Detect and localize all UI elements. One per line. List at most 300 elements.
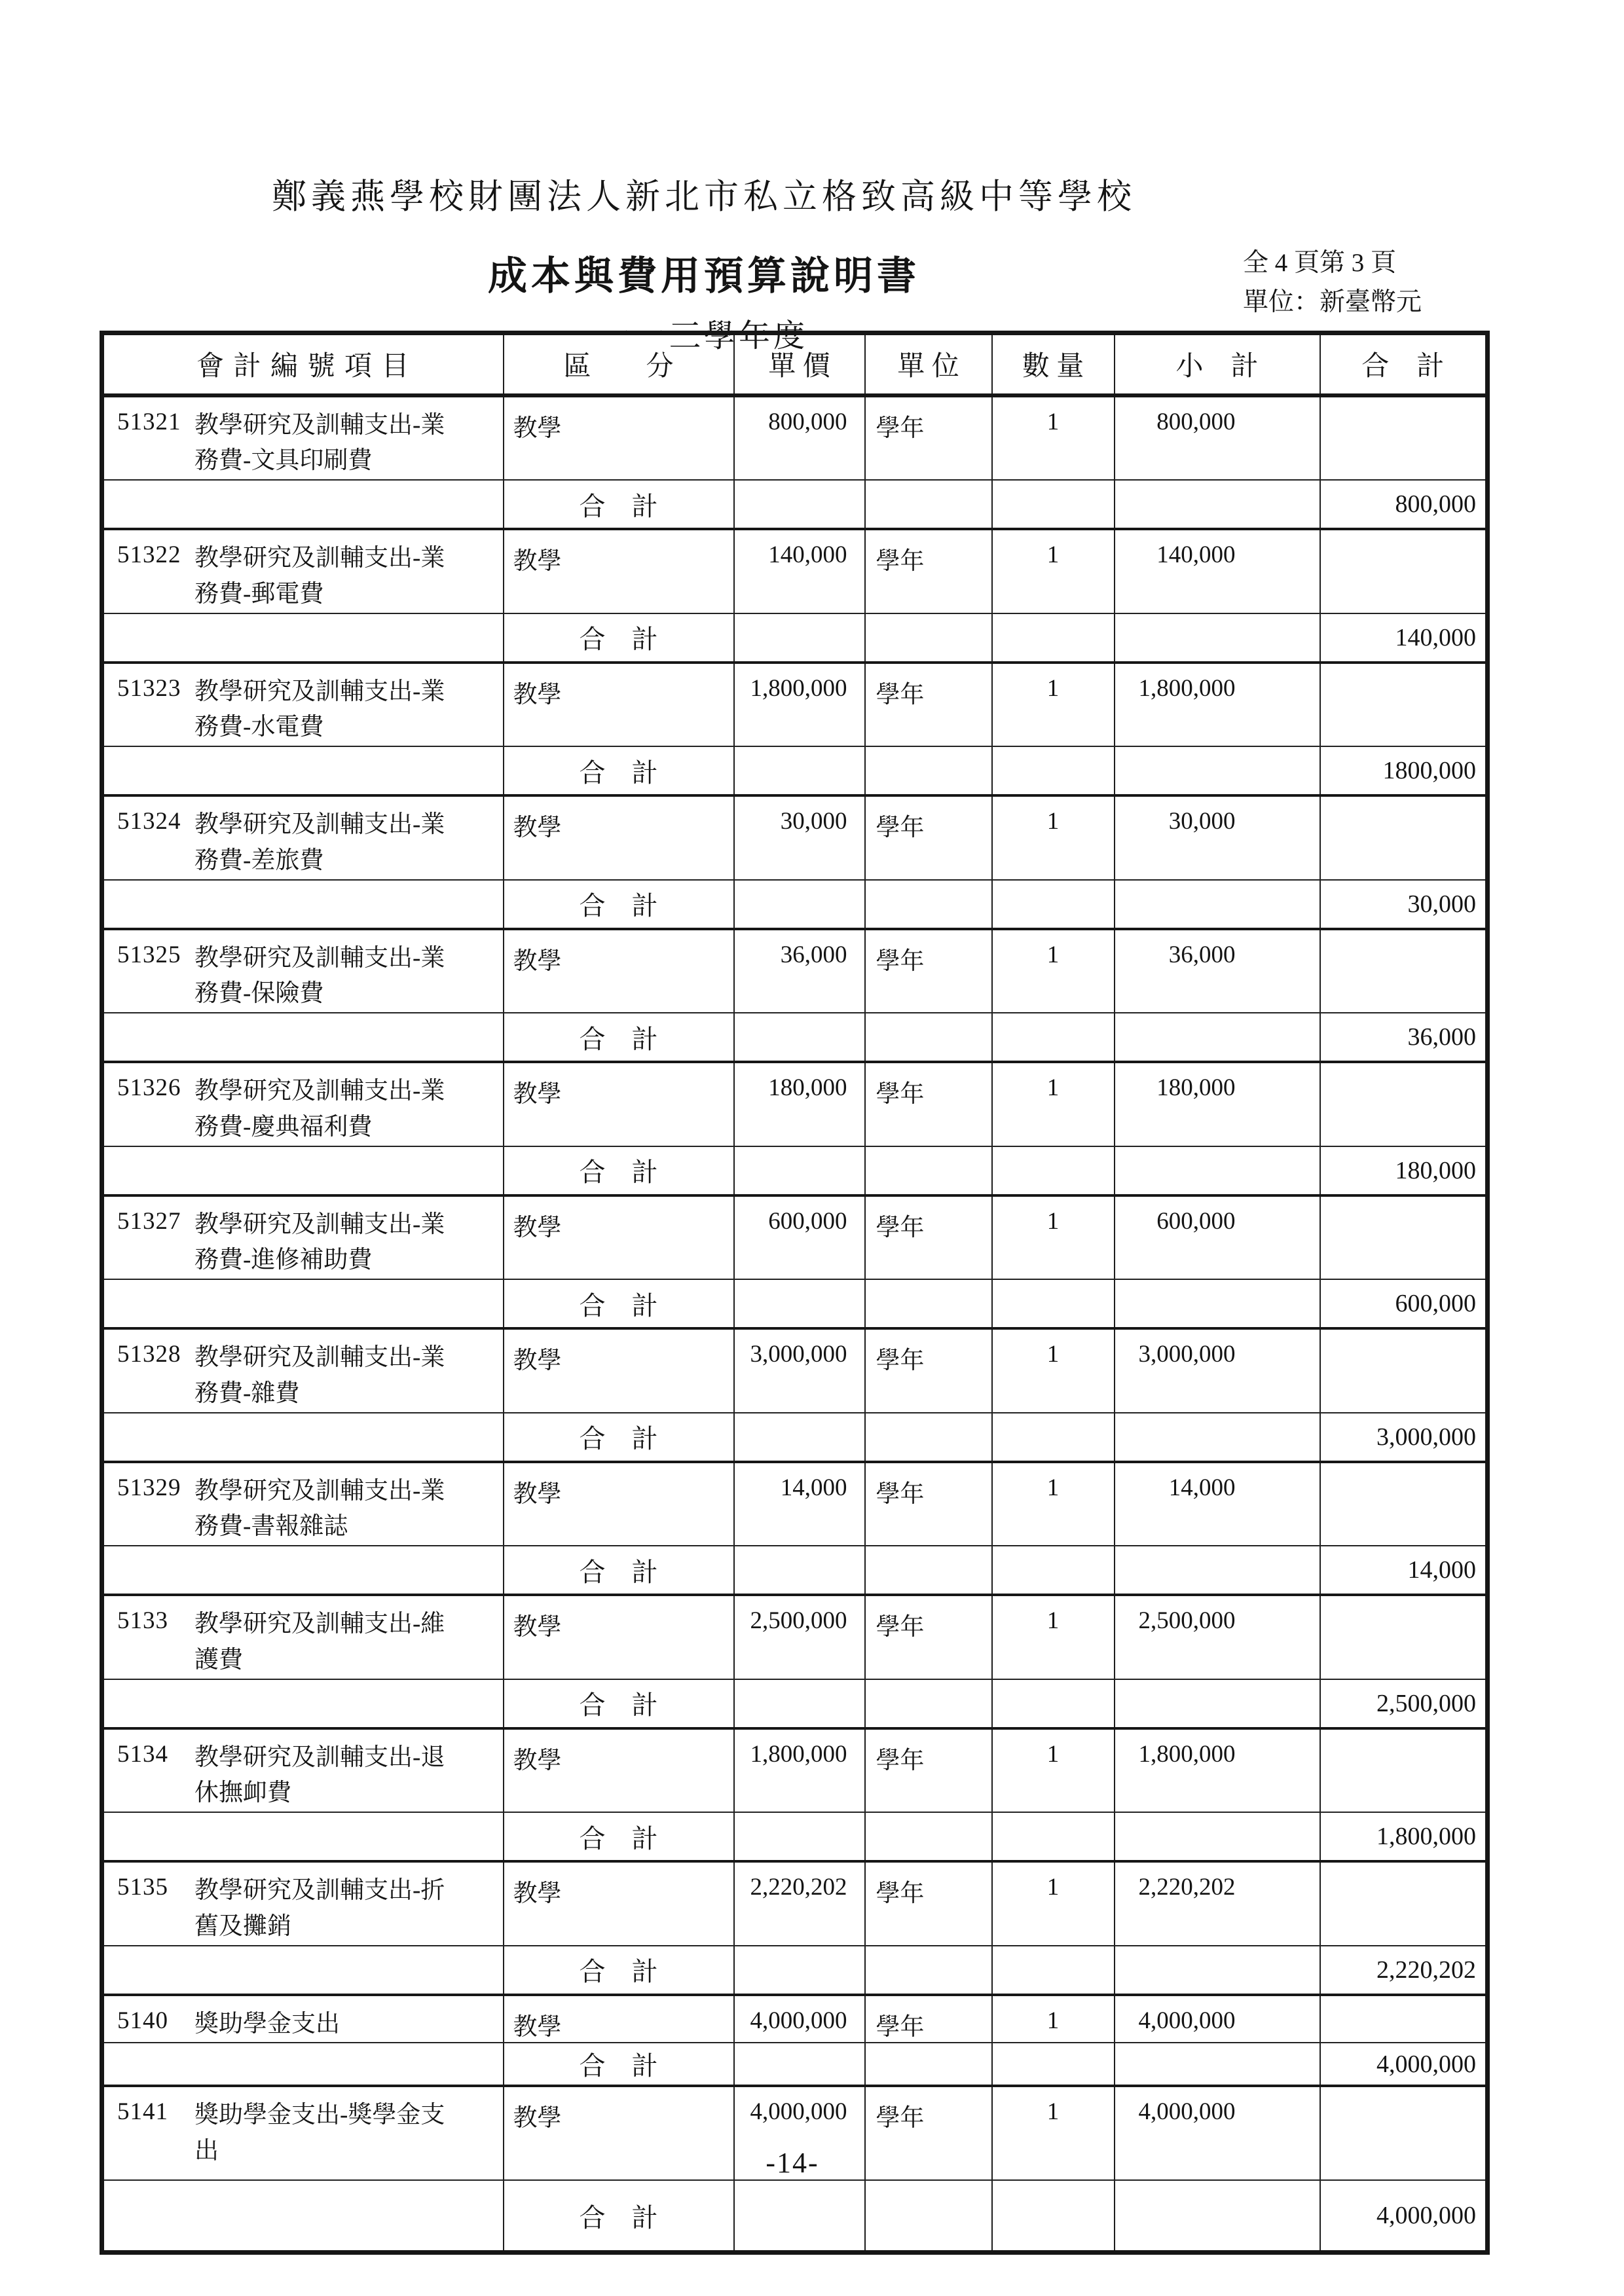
total-empty xyxy=(734,1279,865,1328)
account-description xyxy=(194,1074,499,1146)
total-empty xyxy=(992,1413,1115,1462)
unit-price-cell: 180,000 xyxy=(734,1062,865,1146)
category-cell: 教學 xyxy=(504,1195,734,1280)
total-cell-empty xyxy=(1320,1328,1488,1413)
item-row xyxy=(102,1328,1488,1413)
unit-cell: 學年 xyxy=(865,663,992,747)
total-label: 合 計 xyxy=(504,2043,734,2086)
account-description-line: 舊及攤銷 xyxy=(194,1912,291,1940)
total-empty xyxy=(734,2043,865,2086)
item-row xyxy=(102,929,1488,1013)
total-empty xyxy=(1115,2180,1320,2252)
quantity-cell: 1 xyxy=(992,2086,1115,2180)
account-code: 51327 xyxy=(117,1207,181,1235)
item-row xyxy=(102,1195,1488,1280)
page-number: -14- xyxy=(766,2147,819,2179)
total-cell-empty xyxy=(1320,1462,1488,1546)
total-empty xyxy=(865,2180,992,2252)
account-entry xyxy=(104,1330,503,1412)
total-empty xyxy=(992,880,1115,929)
total-empty-account xyxy=(102,2043,504,2086)
item-total-row xyxy=(102,1812,1488,1861)
category-cell: 教學 xyxy=(504,929,734,1013)
account-description xyxy=(194,2007,499,2043)
total-empty xyxy=(734,1146,865,1195)
item-row xyxy=(102,1728,1488,1813)
quantity-cell: 1 xyxy=(992,1861,1115,1946)
total-amount: 4,000,000 xyxy=(1320,2043,1488,2086)
unit-cell: 學年 xyxy=(865,395,992,481)
total-empty xyxy=(1115,613,1320,663)
total-empty xyxy=(865,1679,992,1728)
total-label: 合 計 xyxy=(504,1013,734,1062)
subtotal-cell: 30,000 xyxy=(1115,795,1320,880)
account-description xyxy=(194,1607,499,1679)
account-description xyxy=(194,1340,499,1412)
item-row xyxy=(102,1595,1488,1679)
item-total-row xyxy=(102,2180,1488,2252)
account-cell xyxy=(102,1195,504,1280)
total-empty xyxy=(1115,746,1320,795)
quantity-cell: 1 xyxy=(992,1062,1115,1146)
account-description-line: 獎助學金支出 xyxy=(194,2010,340,2037)
unit-cell: 學年 xyxy=(865,1595,992,1679)
total-empty xyxy=(992,1812,1115,1861)
total-amount: 30,000 xyxy=(1320,880,1488,929)
total-amount: 1800,000 xyxy=(1320,746,1488,795)
total-empty xyxy=(865,1146,992,1195)
total-empty-account xyxy=(102,613,504,663)
total-empty xyxy=(992,746,1115,795)
school-title: 鄭義燕學校財團法人新北市私立格致高級中等學校 xyxy=(272,178,1136,216)
item-total-row xyxy=(102,2043,1488,2086)
total-empty xyxy=(1115,1546,1320,1595)
unit-cell: 學年 xyxy=(865,795,992,880)
quantity-cell: 1 xyxy=(992,795,1115,880)
account-code: 51323 xyxy=(117,674,181,702)
unit-cell: 學年 xyxy=(865,929,992,1013)
total-empty xyxy=(1115,2043,1320,2086)
total-empty xyxy=(992,2043,1115,2086)
total-cell-empty xyxy=(1320,395,1488,481)
total-empty-account xyxy=(102,1946,504,1995)
account-description-line: 教學研究及訓輔支出-退 xyxy=(194,1743,445,1771)
unit-price-cell: 3,000,000 xyxy=(734,1328,865,1413)
account-description-line: 教學研究及訓輔支出-業 xyxy=(194,1477,445,1504)
total-amount: 14,000 xyxy=(1320,1546,1488,1595)
category-cell: 教學 xyxy=(504,795,734,880)
item-total-row xyxy=(102,480,1488,529)
item-total-row xyxy=(102,1679,1488,1728)
account-description-line: 教學研究及訓輔支出-業 xyxy=(194,1078,445,1104)
account-description-line: 教學研究及訓輔支出-業 xyxy=(194,811,445,838)
subtotal-cell: 180,000 xyxy=(1115,1062,1320,1146)
account-code: 5140 xyxy=(117,2007,168,2034)
currency-unit-info: 單位：新臺幣元 xyxy=(1243,288,1422,316)
total-empty xyxy=(865,1279,992,1328)
category-cell: 教學 xyxy=(504,1861,734,1946)
unit-price-cell: 600,000 xyxy=(734,1195,865,1280)
item-total-row xyxy=(102,613,1488,663)
total-empty xyxy=(992,1679,1115,1728)
subtotal-cell: 4,000,000 xyxy=(1115,1995,1320,2043)
category-cell: 教學 xyxy=(504,2086,734,2180)
total-amount: 800,000 xyxy=(1320,480,1488,529)
total-label: 合 計 xyxy=(504,480,734,529)
subtotal-cell: 600,000 xyxy=(1115,1195,1320,1280)
total-empty-account xyxy=(102,1812,504,1861)
total-empty xyxy=(734,1413,865,1462)
total-cell-empty xyxy=(1320,1728,1488,1813)
account-description-line: 務費-書報雜誌 xyxy=(194,1513,348,1540)
total-empty xyxy=(992,2180,1115,2252)
account-description xyxy=(194,408,499,480)
total-amount: 36,000 xyxy=(1320,1013,1488,1062)
account-code: 51324 xyxy=(117,808,181,835)
subtotal-cell: 36,000 xyxy=(1115,929,1320,1013)
total-empty xyxy=(992,1946,1115,1995)
category-cell: 教學 xyxy=(504,1728,734,1813)
total-amount: 600,000 xyxy=(1320,1279,1488,1328)
unit-cell: 學年 xyxy=(865,1328,992,1413)
account-cell xyxy=(102,1995,504,2043)
total-empty xyxy=(865,2043,992,2086)
account-description-line: 出 xyxy=(194,2138,219,2164)
subtotal-cell: 3,000,000 xyxy=(1115,1328,1320,1413)
total-label: 合 計 xyxy=(504,1946,734,1995)
account-entry xyxy=(104,1197,503,1279)
total-empty-account xyxy=(102,1679,504,1728)
total-label: 合 計 xyxy=(504,1546,734,1595)
account-description-line: 務費-保險費 xyxy=(194,980,324,1008)
quantity-cell: 1 xyxy=(992,529,1115,613)
account-code: 5133 xyxy=(117,1607,168,1634)
subtotal-cell: 140,000 xyxy=(1115,529,1320,613)
total-empty xyxy=(865,1812,992,1861)
total-empty xyxy=(1115,1946,1320,1995)
total-empty xyxy=(992,1546,1115,1595)
total-cell-empty xyxy=(1320,1995,1488,2043)
page-meta xyxy=(1243,244,1422,322)
account-code: 5141 xyxy=(117,2098,168,2126)
account-description-line: 務費-水電費 xyxy=(194,714,324,741)
total-empty xyxy=(1115,1013,1320,1062)
total-empty xyxy=(734,2180,865,2252)
account-description-line: 教學研究及訓輔支出-維 xyxy=(194,1611,445,1637)
total-amount: 2,500,000 xyxy=(1320,1679,1488,1728)
total-empty-account xyxy=(102,1413,504,1462)
subtotal-cell: 2,220,202 xyxy=(1115,1861,1320,1946)
account-description-line: 務費-差旅費 xyxy=(194,847,324,874)
category-cell: 教學 xyxy=(504,395,734,481)
item-total-row xyxy=(102,746,1488,795)
total-empty xyxy=(992,613,1115,663)
item-total-row xyxy=(102,880,1488,929)
total-empty xyxy=(865,1013,992,1062)
account-code: 5135 xyxy=(117,1874,168,1901)
account-cell xyxy=(102,1728,504,1813)
unit-cell: 學年 xyxy=(865,529,992,613)
item-total-row xyxy=(102,1013,1488,1062)
account-entry xyxy=(104,1730,503,1812)
account-entry xyxy=(104,1463,503,1546)
total-empty xyxy=(734,1812,865,1861)
account-description-line: 教學研究及訓輔支出-業 xyxy=(194,545,445,572)
quantity-cell: 1 xyxy=(992,1462,1115,1546)
unit-cell: 學年 xyxy=(865,1995,992,2043)
account-description xyxy=(194,1474,499,1546)
unit-price-cell: 4,000,000 xyxy=(734,2086,865,2180)
total-empty xyxy=(865,1946,992,1995)
account-code: 51328 xyxy=(117,1341,181,1368)
total-label: 合 計 xyxy=(504,746,734,795)
account-description-line: 教學研究及訓輔支出-折 xyxy=(194,1877,445,1904)
budget-table xyxy=(100,331,1490,2255)
subtotal-cell: 800,000 xyxy=(1115,395,1320,481)
total-label: 合 計 xyxy=(504,2180,734,2252)
account-description-line: 務費-郵電費 xyxy=(194,580,324,608)
account-description-line: 教學研究及訓輔支出-業 xyxy=(194,411,445,439)
account-code: 51326 xyxy=(117,1074,181,1101)
total-amount: 3,000,000 xyxy=(1320,1413,1488,1462)
header-total: 合 計 xyxy=(1320,333,1488,395)
account-cell xyxy=(102,1328,504,1413)
academic-year: 一一三學年度 xyxy=(599,319,808,354)
item-total-row xyxy=(102,1546,1488,1595)
total-empty xyxy=(865,880,992,929)
subtotal-cell: 4,000,000 xyxy=(1115,2086,1320,2180)
total-empty xyxy=(734,1546,865,1595)
total-empty-account xyxy=(102,1013,504,1062)
unit-price-cell: 800,000 xyxy=(734,395,865,481)
unit-price-cell: 2,500,000 xyxy=(734,1595,865,1679)
account-code: 51321 xyxy=(117,408,181,435)
total-empty xyxy=(992,1013,1115,1062)
account-description xyxy=(194,1207,499,1279)
account-cell xyxy=(102,1595,504,1679)
account-description-line: 護費 xyxy=(194,1646,243,1673)
total-empty-account xyxy=(102,2180,504,2252)
account-cell xyxy=(102,1861,504,1946)
account-code: 51329 xyxy=(117,1474,181,1501)
total-empty-account xyxy=(102,880,504,929)
account-description-line: 休撫卹費 xyxy=(194,1779,291,1807)
total-empty xyxy=(734,1946,865,1995)
total-amount: 1,800,000 xyxy=(1320,1812,1488,1861)
item-row xyxy=(102,529,1488,613)
unit-price-cell: 1,800,000 xyxy=(734,663,865,747)
account-cell xyxy=(102,795,504,880)
page-count-info: 全 4 頁第 3 頁 xyxy=(1243,249,1397,277)
account-description xyxy=(194,941,499,1013)
account-entry xyxy=(104,1063,503,1146)
total-empty xyxy=(1115,880,1320,929)
total-empty xyxy=(992,480,1115,529)
quantity-cell: 1 xyxy=(992,1195,1115,1280)
total-label: 合 計 xyxy=(504,880,734,929)
unit-price-cell: 1,800,000 xyxy=(734,1728,865,1813)
header-unit: 單 位 xyxy=(865,333,992,395)
header-category: 區 分 xyxy=(504,333,734,395)
total-cell-empty xyxy=(1320,1595,1488,1679)
item-row xyxy=(102,395,1488,481)
account-cell xyxy=(102,395,504,481)
category-cell: 教學 xyxy=(504,1328,734,1413)
total-empty xyxy=(734,1679,865,1728)
item-total-row xyxy=(102,1413,1488,1462)
total-empty xyxy=(1115,1279,1320,1328)
total-label: 合 計 xyxy=(504,1146,734,1195)
account-entry xyxy=(104,1596,503,1679)
account-cell xyxy=(102,1062,504,1146)
total-label: 合 計 xyxy=(504,1413,734,1462)
document-title: 成本與費用預算說明書 xyxy=(488,255,920,298)
item-row xyxy=(102,795,1488,880)
total-cell-empty xyxy=(1320,1861,1488,1946)
total-label: 合 計 xyxy=(504,1279,734,1328)
budget-table-body xyxy=(102,395,1488,2253)
category-cell: 教學 xyxy=(504,1595,734,1679)
total-empty xyxy=(1115,1146,1320,1195)
subtotal-cell: 1,800,000 xyxy=(1115,663,1320,747)
quantity-cell: 1 xyxy=(992,395,1115,481)
total-empty xyxy=(734,880,865,929)
total-empty xyxy=(734,613,865,663)
total-empty xyxy=(734,746,865,795)
category-cell: 教學 xyxy=(504,1062,734,1146)
total-empty xyxy=(1115,1812,1320,1861)
total-cell-empty xyxy=(1320,529,1488,613)
account-entry xyxy=(104,1863,503,1945)
account-entry xyxy=(104,797,503,879)
account-description xyxy=(194,1740,499,1812)
unit-price-cell: 140,000 xyxy=(734,529,865,613)
total-label: 合 計 xyxy=(504,1679,734,1728)
account-code: 51325 xyxy=(117,941,181,968)
total-cell-empty xyxy=(1320,795,1488,880)
item-row xyxy=(102,1462,1488,1546)
total-empty xyxy=(865,613,992,663)
total-cell-empty xyxy=(1320,1195,1488,1280)
category-cell: 教學 xyxy=(504,529,734,613)
total-empty xyxy=(865,1546,992,1595)
unit-price-cell: 4,000,000 xyxy=(734,1995,865,2043)
document-heading xyxy=(0,169,1408,355)
total-amount: 180,000 xyxy=(1320,1146,1488,1195)
account-entry xyxy=(104,530,503,613)
item-total-row xyxy=(102,1279,1488,1328)
account-description-line: 務費-雜費 xyxy=(194,1379,300,1407)
total-empty-account xyxy=(102,746,504,795)
item-row xyxy=(102,1861,1488,1946)
total-empty xyxy=(992,1146,1115,1195)
account-entry xyxy=(104,930,503,1013)
account-description-line: 獎助學金支出-獎學金支 xyxy=(194,2102,445,2129)
item-row xyxy=(102,1995,1488,2043)
total-empty xyxy=(992,1279,1115,1328)
total-empty-account xyxy=(102,1279,504,1328)
total-empty xyxy=(1115,1413,1320,1462)
quantity-cell: 1 xyxy=(992,1328,1115,1413)
total-cell-empty xyxy=(1320,663,1488,747)
total-amount: 4,000,000 xyxy=(1320,2180,1488,2252)
account-description xyxy=(194,674,499,746)
subtotal-cell: 2,500,000 xyxy=(1115,1595,1320,1679)
account-description xyxy=(194,1873,499,1945)
subtotal-cell: 1,800,000 xyxy=(1115,1728,1320,1813)
quantity-cell: 1 xyxy=(992,1728,1115,1813)
account-description-line: 務費-進修補助費 xyxy=(194,1247,373,1274)
quantity-cell: 1 xyxy=(992,1595,1115,1679)
account-cell xyxy=(102,929,504,1013)
account-description-line: 教學研究及訓輔支出-業 xyxy=(194,1344,445,1371)
total-empty xyxy=(865,480,992,529)
total-amount: 140,000 xyxy=(1320,613,1488,663)
category-cell: 教學 xyxy=(504,1462,734,1546)
total-label: 合 計 xyxy=(504,1812,734,1861)
unit-price-cell: 14,000 xyxy=(734,1462,865,1546)
unit-cell: 學年 xyxy=(865,1195,992,1280)
total-empty xyxy=(1115,1679,1320,1728)
account-description-line: 務費-慶典福利費 xyxy=(194,1113,373,1140)
account-entry xyxy=(104,1996,503,2043)
unit-price-cell: 2,220,202 xyxy=(734,1861,865,1946)
account-code: 5134 xyxy=(117,1740,168,1768)
item-total-row xyxy=(102,1946,1488,1995)
total-empty xyxy=(865,1413,992,1462)
total-cell-empty xyxy=(1320,1062,1488,1146)
quantity-cell: 1 xyxy=(992,1995,1115,2043)
header-subtotal: 小 計 xyxy=(1115,333,1320,395)
account-description-line: 務費-文具印刷費 xyxy=(194,447,373,475)
quantity-cell: 1 xyxy=(992,663,1115,747)
total-empty xyxy=(734,480,865,529)
item-total-row xyxy=(102,1146,1488,1195)
total-empty xyxy=(865,746,992,795)
header-quantity: 數 量 xyxy=(992,333,1115,395)
account-cell xyxy=(102,1462,504,1546)
item-row xyxy=(102,663,1488,747)
category-cell: 教學 xyxy=(504,663,734,747)
account-entry xyxy=(104,664,503,746)
total-label: 合 計 xyxy=(504,613,734,663)
account-cell xyxy=(102,529,504,613)
subtotal-cell: 14,000 xyxy=(1115,1462,1320,1546)
unit-price-cell: 30,000 xyxy=(734,795,865,880)
total-amount: 2,220,202 xyxy=(1320,1946,1488,1995)
account-description xyxy=(194,541,499,613)
account-description xyxy=(194,807,499,879)
header-account: 會 計 編 號 項 目 xyxy=(102,333,504,395)
unit-price-cell: 36,000 xyxy=(734,929,865,1013)
account-description-line: 教學研究及訓輔支出-業 xyxy=(194,678,445,705)
quantity-cell: 1 xyxy=(992,929,1115,1013)
total-empty xyxy=(1115,480,1320,529)
item-row xyxy=(102,1062,1488,1146)
total-cell-empty xyxy=(1320,929,1488,1013)
total-empty-account xyxy=(102,480,504,529)
category-cell: 教學 xyxy=(504,1995,734,2043)
unit-cell: 學年 xyxy=(865,1062,992,1146)
total-empty-account xyxy=(102,1546,504,1595)
unit-cell: 學年 xyxy=(865,1861,992,1946)
account-description-line: 教學研究及訓輔支出-業 xyxy=(194,944,445,972)
total-empty-account xyxy=(102,1146,504,1195)
account-description-line: 教學研究及訓輔支出-業 xyxy=(194,1211,445,1238)
header-unit-price: 單 價 xyxy=(734,333,865,395)
total-empty xyxy=(734,1013,865,1062)
unit-cell: 學年 xyxy=(865,1462,992,1546)
